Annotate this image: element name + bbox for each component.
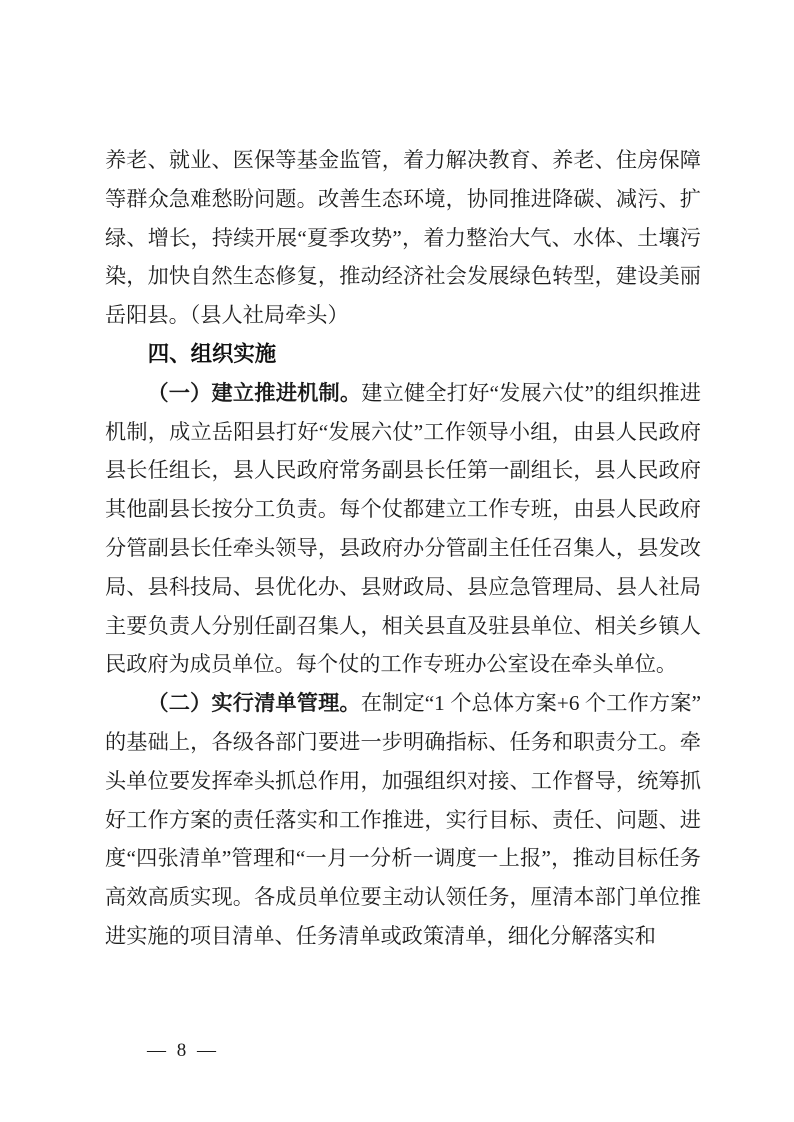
- item-2-lead: （二）实行清单管理。: [147, 691, 361, 716]
- item-2-text: 在制定“1 个总体方案+6 个工作方案”的基础上，各级各部门要进一步明确指标、任务和职责分工。牵头单位要发挥牵头抓总作用，加强组织对接、工作督导，统筹抓好工作方案的责任落实和工作推进，实行目标、责任、问题、进度“四张清单”管理和“一月一分析一调度一上报”，推动目标任务高效高质实现。各成员单位要主动认领任务，厘清本部门单位推进实施的项目清单、任务清单或政策清单，细化分解落实和: [105, 691, 701, 948]
- section-heading: 四、组织实施: [147, 341, 277, 366]
- paragraph-continuation: 养老、就业、医保等基金监管，着力解决教育、养老、住房保障等群众急难愁盼问题。改善生态环境，协同推进降碳、减污、扩绿、增长，持续开展“夏季攻势”，着力整治大气、水体、土壤污染，加快自然生态修复，推动经济社会发展绿色转型，建设美丽岳阳县。（县人社局牵头）: [105, 148, 701, 328]
- paragraph-item-2: [105, 684, 701, 956]
- item-1-lead: （一）建立推进机制。: [147, 380, 362, 405]
- item-1-text: 建立健全打好“发展六仗”的组织推进机制，成立岳阳县打好“发展六仗”工作领导小组，由县人民政府县长任组长，县人民政府常务副县长任第一副组长，县人民政府其他副县长按分工负责。每个仗都建立工作专班，由县人民政府分管副县长任牵头领导，县政府办分管副主任任召集人，县发改局、县科技局、县优化办、县财政局、县应急管理局、县人社局主要负责人分别任副召集人，相关县直及驻县单位、相关乡镇人民政府为成员单位。每个仗的工作专班办公室设在牵头单位。: [105, 380, 701, 677]
- page-number: — 8 —: [147, 1040, 219, 1061]
- paragraph-item-1: [105, 374, 701, 684]
- document-body: [105, 141, 701, 956]
